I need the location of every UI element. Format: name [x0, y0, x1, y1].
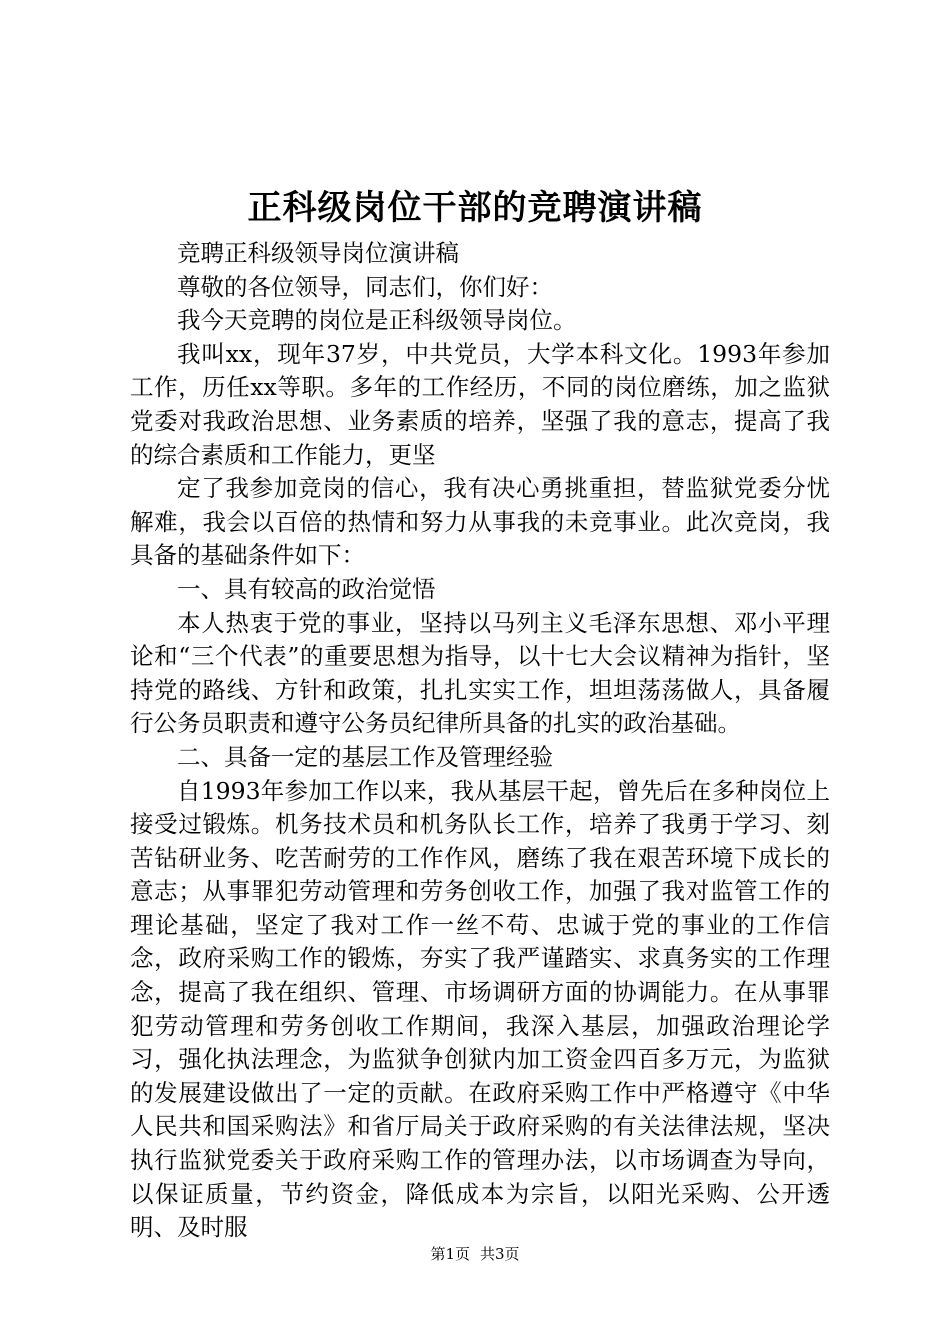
document-title: 正科级岗位干部的竞聘演讲稿	[247, 188, 703, 228]
position-paragraph: 我今天竞聘的岗位是正科级领导岗位。	[177, 306, 577, 335]
intro-paragraph: 我叫xx，现年37岁，中共党员，大学本科文化。1993年参加工作，历任xx等职。多年的工作经历，不同的岗位磨练，加之监狱党委对我政治思想、业务素质的培养，坚强了我的意志，提高了我的综合素质和工作能力，更坚	[130, 339, 830, 469]
page-total: 共3页	[480, 1245, 520, 1263]
page-number: 第1页	[430, 1245, 470, 1263]
political-paragraph: 本人热衷于党的事业，坚持以马列主义毛泽东思想、邓小平理论和“三个代表”的重要思想为指导，以十七大会议精神为指针，坚持党的路线、方针和政策，扎扎实实工作，坦坦荡荡做人，具备履行公务员职责和遵守公务员纪律所具备的扎实的政治基础。	[130, 608, 830, 738]
document-body	[130, 237, 830, 1245]
section-heading-1: 一、具有较高的政治觉悟	[177, 574, 436, 603]
greeting-paragraph: 尊敬的各位领导，同志们，你们好：	[177, 272, 553, 301]
page-footer	[0, 1244, 950, 1264]
experience-paragraph: 自1993年参加工作以来，我从基层干起，曾先后在多种岗位上接受过锻炼。机务技术员和机务队长工作，培养了我勇于学习、刻苦钻研业务、吃苦耐劳的工作作风，磨练了我在艰苦环境下成长的意志；从事罪犯劳动管理和劳务创收工作，加强了我对监管工作的理论基础，坚定了我对工作一丝不苟、忠诚于党的事业的工作信念，政府采购工作的锻炼，夯实了我严谨踏实、求真务实的工作理念，提高了我在组织、管理、市场调研方面的协调能力。在从事罪犯劳动管理和劳务创收工作期间，我深入基层，加强政治理论学习，强化执法理念，为监狱争创狱内加工资金四百多万元，为监狱的发展建设做出了一定的贡献。在政府采购工作中严格遵守《中华人民共和国采购法》和省厅局关于政府采购的有关法律法规，坚决执行监狱党委关于政府采购工作的管理办法，以市场调查为导向，以保证质量，节约资金，降低成本为宗旨，以阳光采购、公开透明、及时服	[130, 776, 830, 1242]
confidence-paragraph: 定了我参加竞岗的信心，我有决心勇挑重担，替监狱党委分忧解难，我会以百倍的热情和努力从事我的未竞事业。此次竞岗，我具备的基础条件如下：	[130, 474, 830, 570]
subtitle-paragraph: 竞聘正科级领导岗位演讲稿	[177, 239, 459, 267]
section-heading-2: 二、具备一定的基层工作及管理经验	[177, 742, 553, 771]
